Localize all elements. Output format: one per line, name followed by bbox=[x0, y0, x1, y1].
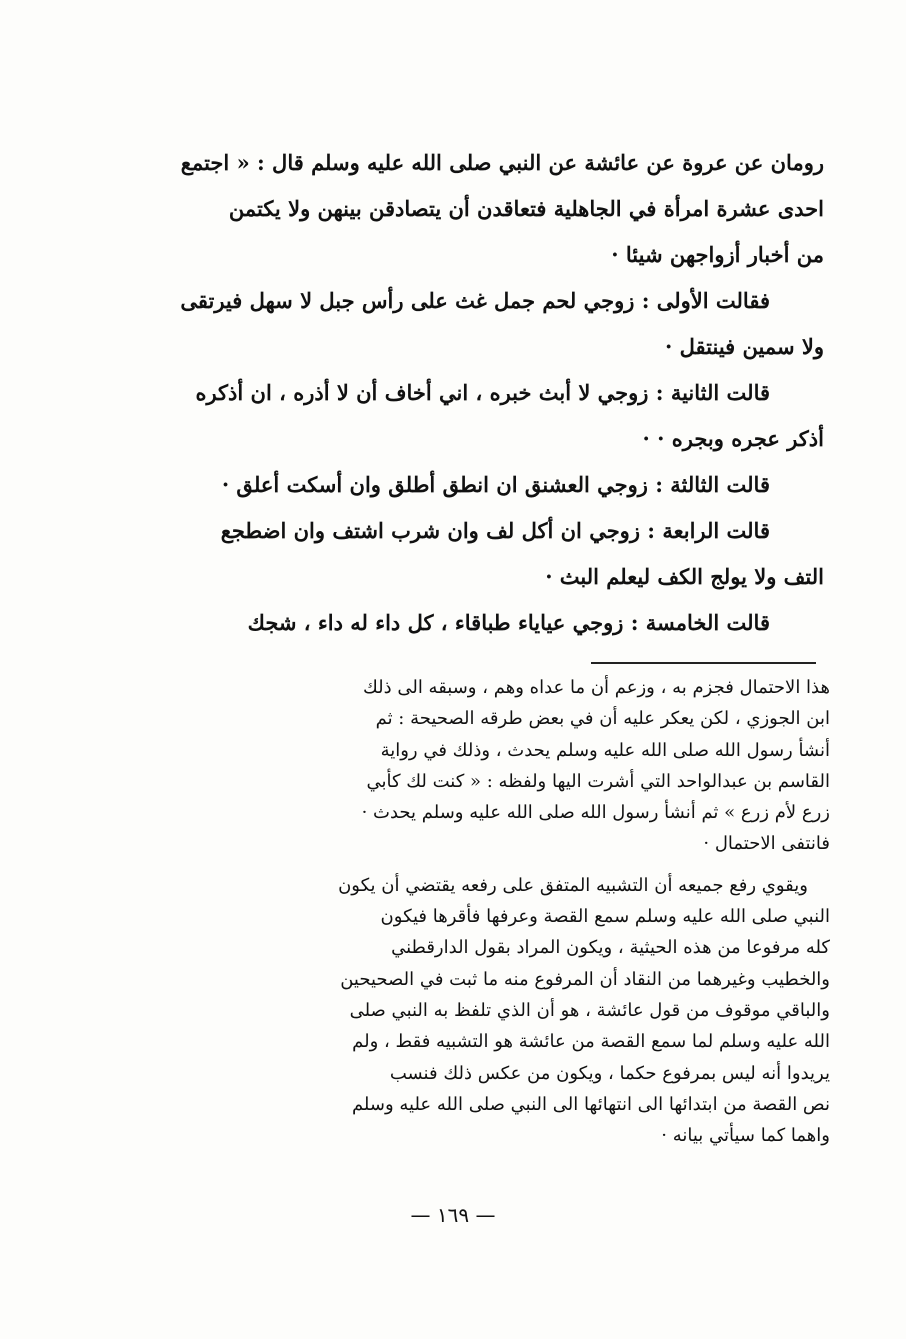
footnote-line: ويقوي رفع جميعه أن التشبيه المتفق على رفعه يقتضي أن يكون bbox=[338, 874, 808, 896]
footnote-line: يريدوا أنه ليس بمرفوع حكما ، ويكون من عكس ذلك فنسب bbox=[389, 1062, 830, 1084]
footnote-line: زرع لأم زرع » ثم أنشأ رسول الله صلى الله عليه وسلم يحدث · bbox=[361, 802, 830, 824]
footnote-line: واهما كما سيأتي بيانه · bbox=[661, 1125, 830, 1147]
footnote-line: والباقي موقوف من قول عائشة ، هو أن الذي تلفظ به النبي صلى bbox=[349, 999, 830, 1021]
footnote-divider bbox=[591, 662, 816, 664]
footnote-line: نص القصة من ابتدائها الى انتهائها الى النبي صلى الله عليه وسلم bbox=[351, 1093, 830, 1115]
footnote-line: هذا الاحتمال فجزم به ، وزعم أن ما عداه وهم ، وسبقه الى ذلك bbox=[362, 677, 830, 698]
footnote-line: كله مرفوعا من هذه الحيثية ، ويكون المراد بقول الدارقطني bbox=[391, 937, 830, 959]
main-text-line: من أخبار أزواجهن شيئا · bbox=[611, 242, 824, 267]
footnote-line: والخطيب وغيرهما من النقاد أن المرفوع منه ما ثبت في الصحيحين bbox=[340, 968, 830, 990]
paragraph-gap bbox=[100, 860, 830, 870]
page-number: — ١٦٩ — bbox=[410, 1203, 496, 1227]
main-text-block bbox=[108, 140, 824, 646]
main-text-line: ولا سمين فينتقل · bbox=[665, 334, 824, 359]
main-text-line: قالت الثانية : زوجي لا أبث خبره ، اني أخاف أن لا أذره ، ان أذكره bbox=[195, 380, 770, 405]
main-text-line: رومان عن عروة عن عائشة عن النبي صلى الله عليه وسلم قال : « اجتمع bbox=[180, 150, 824, 175]
main-text-line: فقالت الأولى : زوجي لحم جمل غث على رأس جبل لا سهل فيرتقى bbox=[180, 288, 770, 313]
footnote-line: فانتفى الاحتمال · bbox=[703, 833, 830, 855]
main-text-line: احدى عشرة امرأة في الجاهلية فتعاقدن أن يتصادقن بينهن ولا يكتمن bbox=[228, 196, 824, 221]
main-text-line: قالت الثالثة : زوجي العشنق ان انطق أطلق وان أسكت أعلق · bbox=[221, 472, 770, 497]
footnote-line: القاسم بن عبدالواحد التي أشرت اليها ولفظه : « كنت لك كأبي bbox=[366, 770, 830, 792]
footnote-block bbox=[100, 672, 830, 1151]
main-text-line: أذكر عجره وبجره · · bbox=[642, 426, 824, 451]
footnote-line: الله عليه وسلم لما سمع القصة من عائشة هو التشبيه فقط ، ولم bbox=[352, 1031, 830, 1053]
footnote-line: أنشأ رسول الله صلى الله عليه وسلم يحدث ، وذلك في رواية bbox=[380, 739, 830, 761]
footnote-line: النبي صلى الله عليه وسلم سمع القصة وعرفها فأقرها فيكون bbox=[380, 906, 830, 928]
footnote-line: ابن الجوزي ، لكن يعكر عليه أن في بعض طرقه الصحيحة : ثم bbox=[375, 708, 830, 730]
main-text-line: التف ولا يولج الكف ليعلم البث · bbox=[545, 564, 824, 589]
main-text-line: قالت الخامسة : زوجي عياياء طباقاء ، كل داء له داء ، شجك bbox=[247, 610, 770, 635]
main-text-line: قالت الرابعة : زوجي ان أكل لف وان شرب اشتف وان اضطجع bbox=[220, 518, 770, 543]
